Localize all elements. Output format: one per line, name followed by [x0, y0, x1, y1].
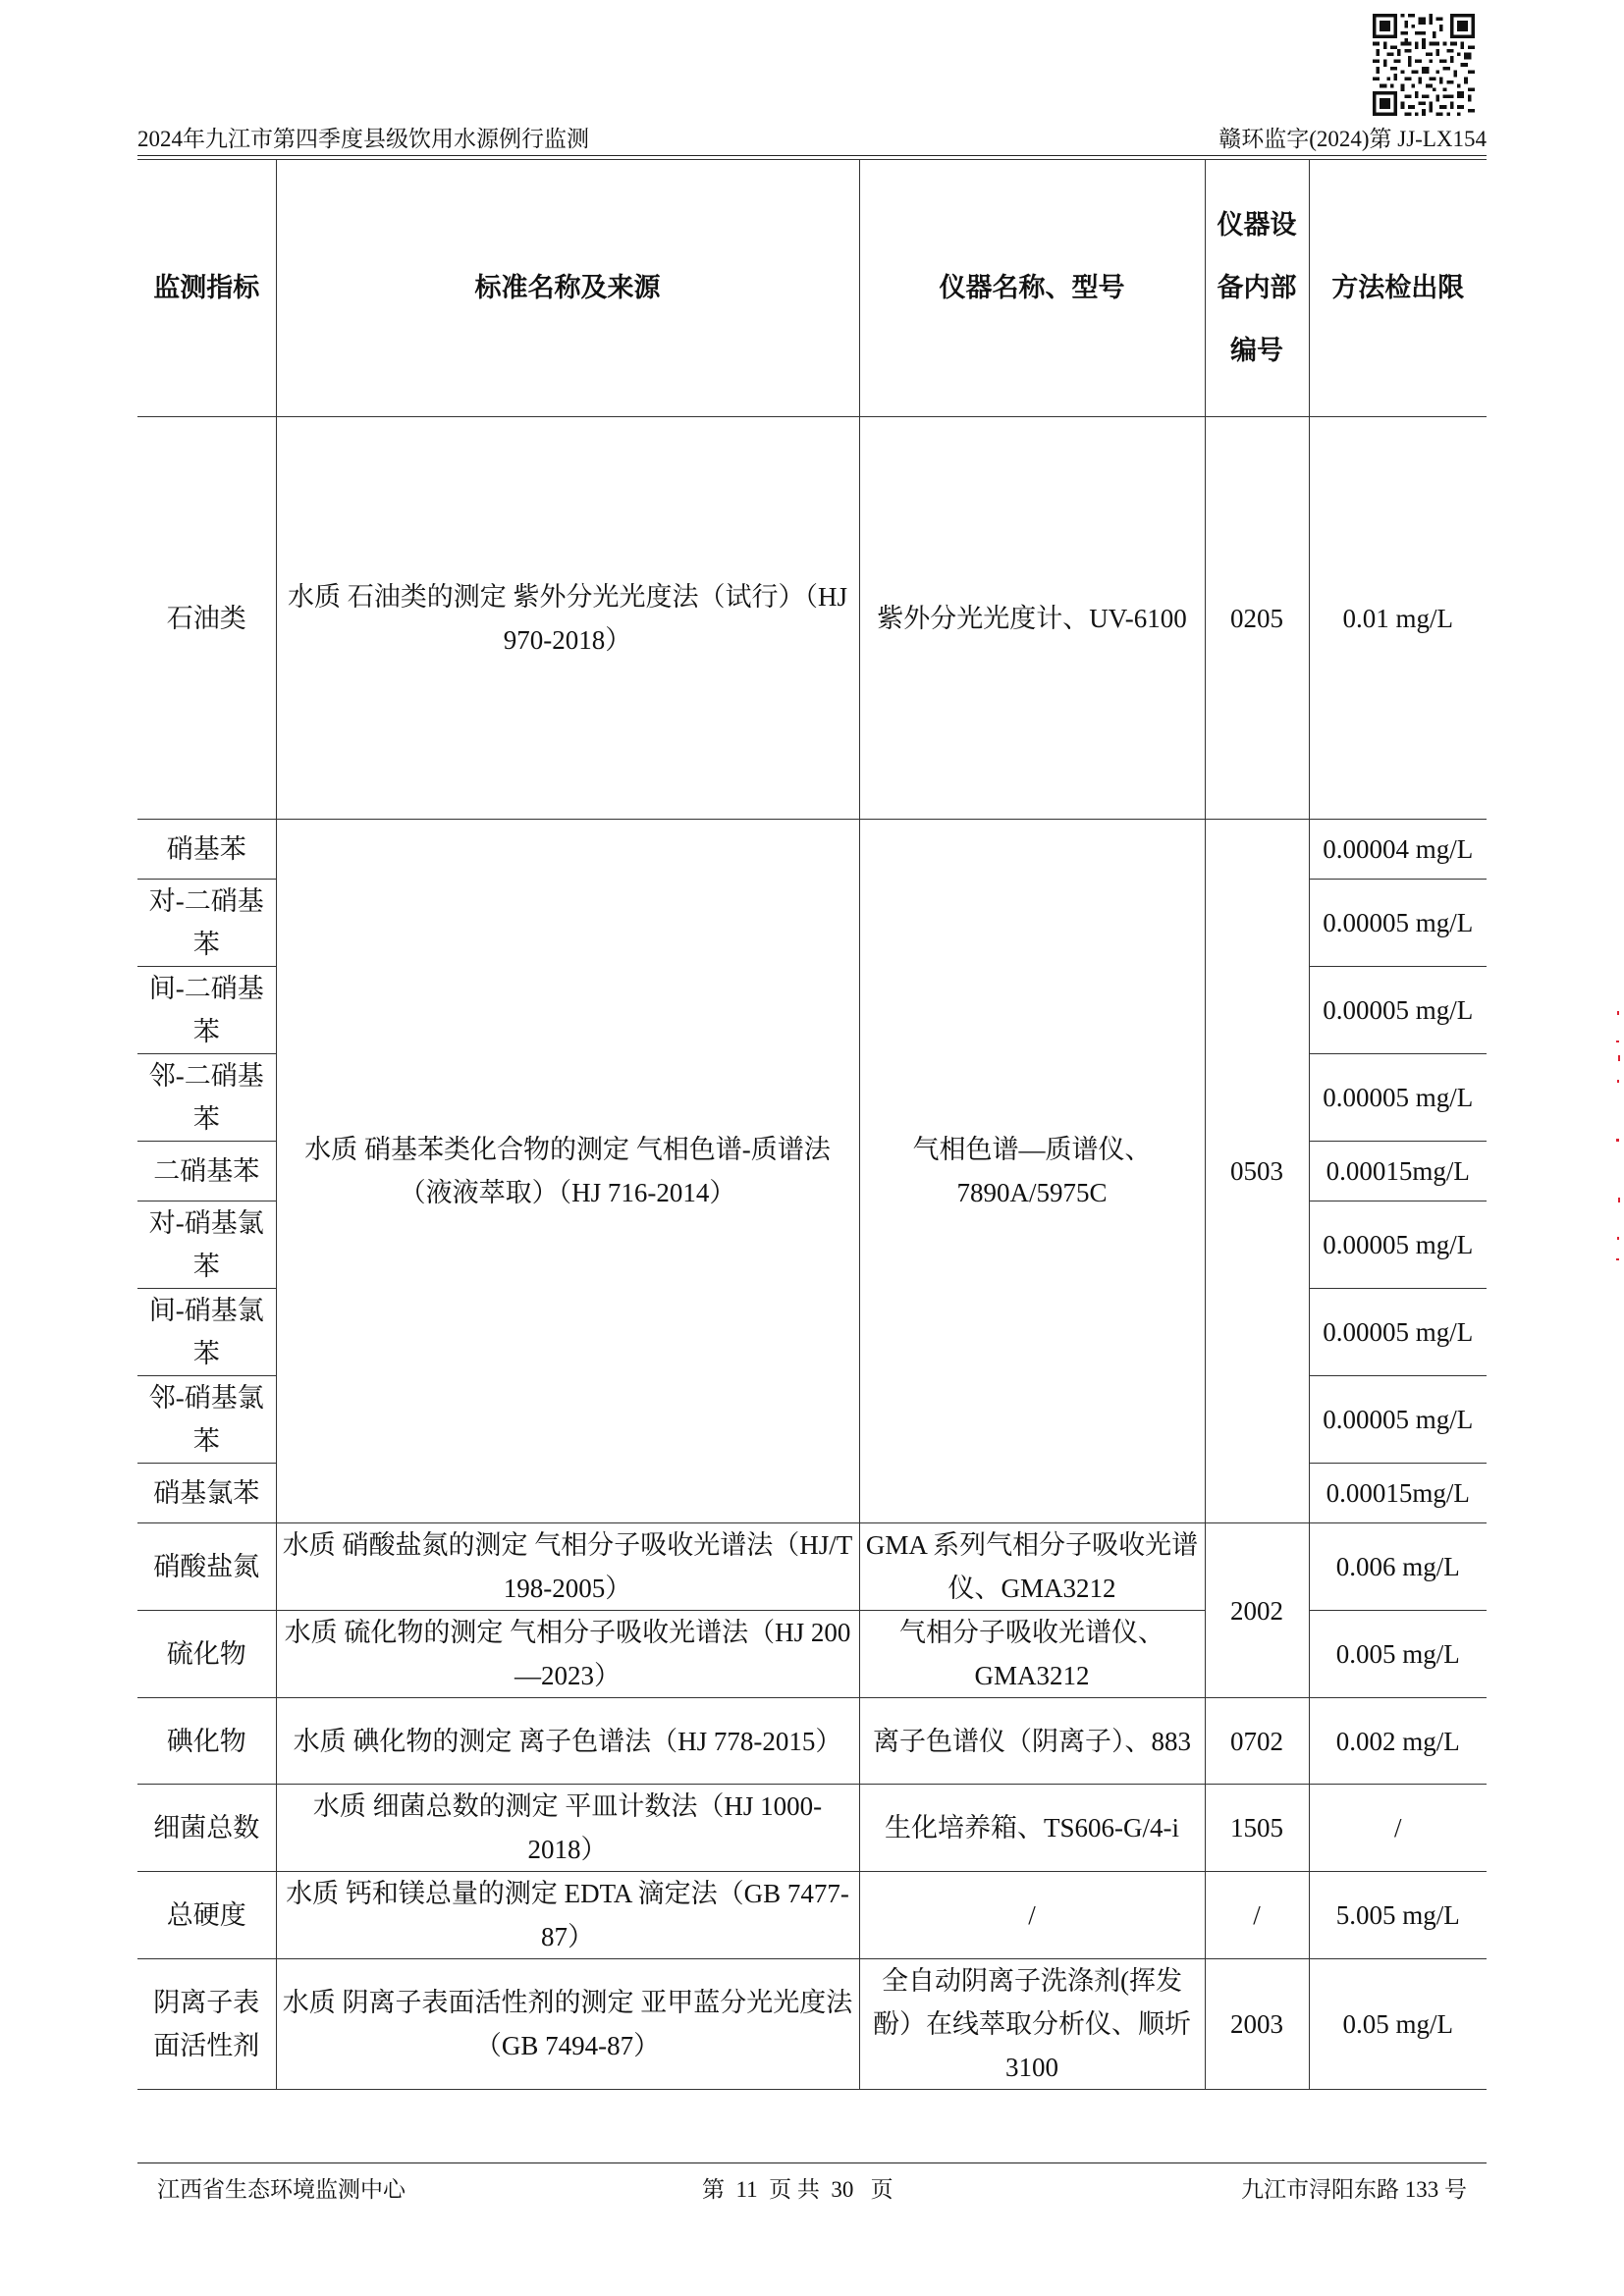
detection-limit-cell: 0.00005 mg/L [1309, 1054, 1487, 1142]
detection-limit-cell: 0.006 mg/L [1309, 1523, 1487, 1611]
indicator-cell: 间-硝基氯苯 [137, 1289, 276, 1376]
page-total: 30 [831, 2177, 854, 2202]
detection-limit-cell: / [1309, 1785, 1487, 1872]
indicator-cell: 对-二硝基苯 [137, 880, 276, 967]
detection-limit-cell: 0.00004 mg/L [1309, 820, 1487, 880]
standard-cell: 水质 石油类的测定 紫外分光光度法（试行）（HJ 970-2018） [276, 417, 859, 820]
standard-cell: 水质 硝酸盐氮的测定 气相分子吸收光谱法（HJ/T 198-2005） [276, 1523, 859, 1611]
table-row [137, 1959, 1487, 2090]
detection-limit-cell: 0.05 mg/L [1309, 1959, 1487, 2090]
detection-limit-cell: 0.00005 mg/L [1309, 967, 1487, 1054]
indicator-cell: 硝酸盐氮 [137, 1523, 276, 1611]
page-number [702, 2171, 893, 2204]
detection-limit-cell: 0.00005 mg/L [1309, 880, 1487, 967]
standard-cell: 水质 硝基苯类化合物的测定 气相色谱-质谱法（液液萃取）（HJ 716-2014） [276, 820, 859, 1523]
table-header-row [137, 160, 1487, 417]
organization-address: 九江市浔阳东路 133 号 [1241, 2177, 1467, 2202]
column-header-indicator: 监测指标 [137, 160, 276, 417]
page-mid: 页 共 [769, 2177, 820, 2202]
report-title: 2024年九江市第四季度县级饮用水源例行监测 [137, 127, 589, 151]
seal-seam-marks [1612, 1001, 1622, 1296]
standard-cell: 水质 阴离子表面活性剂的测定 亚甲蓝分光光度法（GB 7494-87） [276, 1959, 859, 2090]
equipment-code-cell: / [1205, 1872, 1309, 1959]
equipment-code-cell: 2003 [1205, 1959, 1309, 2090]
column-header-detection-limit: 方法检出限 [1309, 160, 1487, 417]
indicator-cell: 石油类 [137, 417, 276, 820]
indicator-cell: 硝基氯苯 [137, 1464, 276, 1523]
page-suffix: 页 [870, 2177, 893, 2202]
detection-limit-cell: 0.00015mg/L [1309, 1142, 1487, 1201]
indicator-cell: 总硬度 [137, 1872, 276, 1959]
page-header [137, 118, 1487, 153]
column-header-standard: 标准名称及来源 [276, 160, 859, 417]
indicator-cell: 邻-二硝基苯 [137, 1054, 276, 1142]
equipment-code-cell: 0205 [1205, 417, 1309, 820]
table-row [137, 1872, 1487, 1959]
indicator-cell: 二硝基苯 [137, 1142, 276, 1201]
qr-code [1373, 14, 1475, 116]
organization-name: 江西省生态环境监测中心 [157, 2177, 406, 2202]
report-number: 赣环监字(2024)第 JJ-LX154 [1218, 127, 1487, 151]
detection-limit-cell: 0.01 mg/L [1309, 417, 1487, 820]
page-prefix: 第 [702, 2177, 725, 2202]
detection-limit-cell: 0.002 mg/L [1309, 1698, 1487, 1785]
indicator-cell: 硝基苯 [137, 820, 276, 880]
indicator-cell: 对-硝基氯苯 [137, 1201, 276, 1289]
column-header-instrument: 仪器名称、型号 [859, 160, 1205, 417]
equipment-code-cell: 1505 [1205, 1785, 1309, 1872]
equipment-code-cell: 0503 [1205, 820, 1309, 1523]
detection-limit-cell: 0.00005 mg/L [1309, 1376, 1487, 1464]
indicator-cell: 邻-硝基氯苯 [137, 1376, 276, 1464]
standard-cell: 水质 硫化物的测定 气相分子吸收光谱法（HJ 200—2023） [276, 1611, 859, 1698]
instrument-cell: 离子色谱仪（阴离子）、883 [859, 1698, 1205, 1785]
detection-limit-cell: 0.005 mg/L [1309, 1611, 1487, 1698]
header-divider [137, 155, 1487, 156]
indicator-cell: 间-二硝基苯 [137, 967, 276, 1054]
standard-cell: 水质 细菌总数的测定 平皿计数法（HJ 1000-2018） [276, 1785, 859, 1872]
table-row [137, 820, 1487, 880]
instrument-cell: GMA 系列气相分子吸收光谱仪、GMA3212 [859, 1523, 1205, 1611]
indicator-cell: 碘化物 [137, 1698, 276, 1785]
page-footer [137, 2167, 1487, 2203]
indicator-cell: 细菌总数 [137, 1785, 276, 1872]
instrument-cell: 全自动阴离子洗涤剂(挥发酚）在线萃取分析仪、顺圻 3100 [859, 1959, 1205, 2090]
equipment-code-cell: 0702 [1205, 1698, 1309, 1785]
detection-limit-cell: 0.00005 mg/L [1309, 1201, 1487, 1289]
indicator-cell: 阴离子表面活性剂 [137, 1959, 276, 2090]
detection-limit-cell: 0.00015mg/L [1309, 1464, 1487, 1523]
indicator-cell: 硫化物 [137, 1611, 276, 1698]
detection-limit-cell: 5.005 mg/L [1309, 1872, 1487, 1959]
equipment-code-cell: 2002 [1205, 1523, 1309, 1698]
instrument-cell: 生化培养箱、TS606-G/4-i [859, 1785, 1205, 1872]
standard-cell: 水质 碘化物的测定 离子色谱法（HJ 778-2015） [276, 1698, 859, 1785]
table-row [137, 417, 1487, 820]
instrument-cell: 紫外分光光度计、UV-6100 [859, 417, 1205, 820]
instrument-cell: 气相色谱—质谱仪、7890A/5975C [859, 820, 1205, 1523]
instrument-cell: 气相分子吸收光谱仪、GMA3212 [859, 1611, 1205, 1698]
table-row [137, 1698, 1487, 1785]
monitoring-methods-table [137, 159, 1487, 2090]
column-header-equipment-code: 仪器设备内部编号 [1205, 160, 1309, 417]
standard-cell: 水质 钙和镁总量的测定 EDTA 滴定法（GB 7477-87） [276, 1872, 859, 1959]
table-row [137, 1785, 1487, 1872]
detection-limit-cell: 0.00005 mg/L [1309, 1289, 1487, 1376]
instrument-cell: / [859, 1872, 1205, 1959]
page-current: 11 [735, 2177, 758, 2202]
table-row [137, 1523, 1487, 1611]
